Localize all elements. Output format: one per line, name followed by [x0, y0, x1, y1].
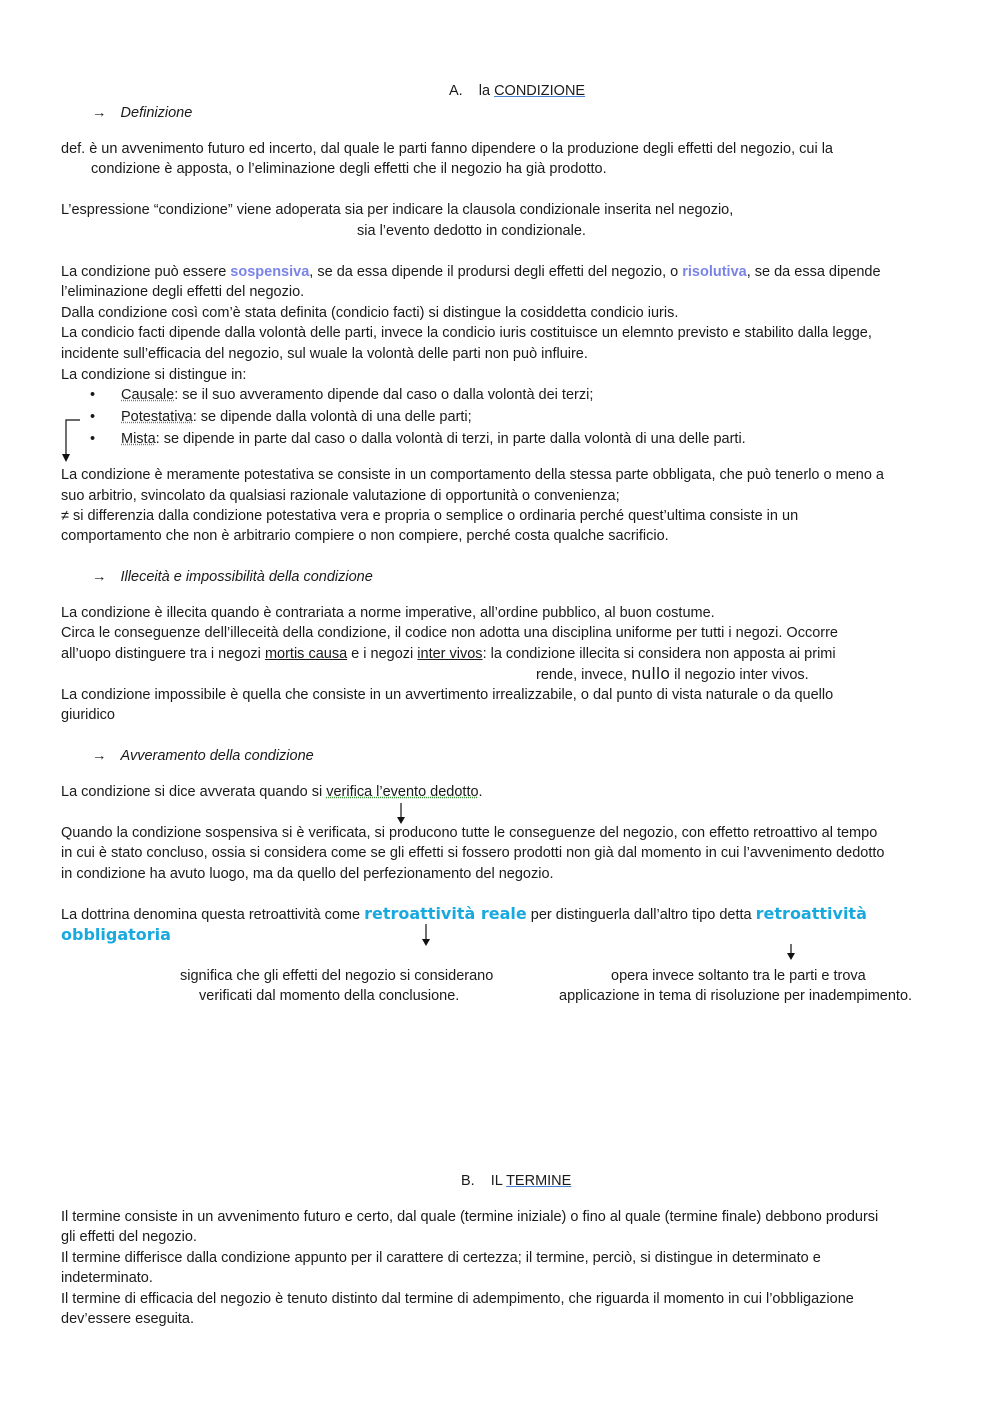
- elbow-arrow-icon: [58, 416, 88, 466]
- tipi-line-5: incidente sull’efficacia del negozio, sul wuale la volontà delle parti non può influire.: [61, 346, 588, 362]
- text: , se da essa dipende: [746, 264, 881, 280]
- keyword-risolutiva: risolutiva: [682, 264, 747, 280]
- section-a-letter: A.: [449, 83, 463, 99]
- tipi-line-6: La condizione si distingue in:: [61, 367, 247, 383]
- section-a-heading: [449, 81, 585, 101]
- text: rende, invece,: [536, 667, 632, 683]
- text: : la condizione illecita si considera non apposta ai primi: [482, 646, 836, 662]
- tipi-line-1: [61, 262, 881, 282]
- termine-line-2: gli effetti del negozio.: [61, 1229, 197, 1245]
- tipi-line-2: l’eliminazione degli effetti del negozio.: [61, 284, 305, 300]
- section-b-prefix: IL: [490, 1173, 503, 1189]
- text: il negozio inter vivos.: [670, 667, 809, 683]
- arrow-right-icon: →: [92, 105, 107, 121]
- bullet-icon: •: [90, 387, 96, 403]
- down-arrow-icon: [785, 944, 797, 964]
- meramente-line-4: comportamento che non è arbitrario compiere o non compiere, perché costa qualche sacrificio.: [61, 528, 669, 544]
- list-item-text: [121, 429, 746, 449]
- illecita-line-1: La condizione è illecita quando è contrariata a norme imperative, all’ordine pubblico, al buon costume.: [61, 605, 715, 621]
- subheading-definizione: [92, 103, 192, 123]
- text: La dottrina denomina questa retroattività come: [61, 907, 365, 923]
- down-arrow-icon: [420, 924, 432, 950]
- bullet-icon: •: [90, 431, 96, 447]
- reale-explanation-1: significa che gli effetti del negozio si considerano: [180, 968, 494, 984]
- keyword-sospensiva: sospensiva: [230, 264, 310, 280]
- termine-line-5: Il termine di efficacia del negozio è tenuto distinto dal termine di adempimento, che riguarda il momento in cui l’obbligazione: [61, 1291, 854, 1307]
- illecita-line-6: giuridico: [61, 707, 115, 723]
- sospensiva-line-1: Quando la condizione sospensiva si è verificata, si producono tutte le conseguenze del negozio, con effetto retroattivo al tempo: [61, 825, 878, 841]
- dottrina-line-1: [61, 904, 867, 925]
- obbligatoria-explanation-2: applicazione in tema di risoluzione per inadempimento.: [559, 988, 913, 1004]
- list-item-text: [121, 385, 593, 405]
- def-line-2: condizione è apposta, o l’eliminazione degli effetti che il negozio ha già prodotto.: [91, 161, 607, 177]
- list-item: [90, 385, 594, 405]
- text: La condizione può essere: [61, 264, 231, 280]
- illecita-line-4: [536, 664, 809, 685]
- bullet-term: Potestativa: [121, 409, 193, 425]
- section-a-prefix: la: [478, 83, 491, 99]
- term-evento-dedotto: verifica l’evento dedotto: [326, 784, 479, 800]
- termine-line-3: Il termine differisce dalla condizione appunto per il carattere di certezza; il termine, perciò, si distingue in determinato e: [61, 1250, 821, 1266]
- obbligatoria-explanation-1: opera invece soltanto tra le parti e trova: [611, 968, 866, 984]
- sospensiva-line-2: in cui è stato concluso, ossia si considera come se gli effetti si fossero prodotti non già dal momento in cui l’avvenimento dedotto: [61, 845, 885, 861]
- illecita-line-2: Circa le conseguenze dell’illeceità della condizione, il codice non adotta una disciplina uniforme per tutti i negozi. Occorre: [61, 625, 838, 641]
- bullet-icon: •: [90, 409, 96, 425]
- term-retroattivita-obbligatoria-2: obbligatoria: [61, 925, 171, 944]
- meramente-line-2: suo arbitrio, svincolato da qualsiasi razionale valutazione di opportunità o convenienza;: [61, 488, 620, 504]
- text: .: [478, 784, 483, 800]
- def-line-1: def. è un avvenimento futuro ed incerto, dal quale le parti fanno dipendere o la produzione degli effetti del negozio, cui la: [61, 141, 833, 157]
- subheading-label: Illeceità e impossibilità della condizione: [120, 569, 373, 585]
- text: , se da essa dipende il prodursi degli effetti del negozio, o: [309, 264, 683, 280]
- section-b-letter: B.: [461, 1173, 475, 1189]
- list-item: [90, 429, 746, 449]
- text: La condizione si dice avverata quando si: [61, 784, 327, 800]
- bullet-text: : se dipende in parte dal caso o dalla volontà di terzi, in parte dalla volontà di una delle parti.: [155, 431, 746, 447]
- bullet-term: Causale: [121, 387, 175, 403]
- term-retroattivita-reale: retroattività reale: [364, 904, 527, 923]
- tipi-line-4: La condicio facti dipende dalla volontà delle parti, invece la condicio iuris costituisce un elemnto previsto e stabilito dalla legge,: [61, 325, 872, 341]
- text: per distinguerla dall’altro tipo detta: [526, 907, 756, 923]
- subheading-label: Avveramento della condizione: [120, 748, 314, 764]
- section-b-heading: [461, 1171, 571, 1191]
- meramente-line-1: La condizione è meramente potestativa se consiste in un comportamento della stessa parte obbligata, che può tenerlo o meno a: [61, 467, 884, 483]
- term-nullo: nullo: [631, 664, 671, 683]
- illecita-line-3: [61, 644, 836, 664]
- section-b-title: TERMINE: [506, 1173, 572, 1189]
- illecita-line-5: La condizione impossibile è quella che consiste in un avvertimento irrealizzabile, o dal punto di vista naturale o da quello: [61, 687, 834, 703]
- arrow-right-icon: →: [92, 748, 107, 764]
- text: all’uopo distinguere tra i negozi: [61, 646, 265, 662]
- subheading-illeceita: [92, 567, 373, 587]
- list-item-text: [121, 407, 472, 427]
- espressione-line-2: sia l’evento dedotto in condizionale.: [357, 223, 586, 239]
- term-mortis-causa: mortis causa: [264, 646, 348, 662]
- term-retroattivita-obbligatoria-1: retroattività: [755, 904, 867, 923]
- bullet-text: : se il suo avveramento dipende dal caso o dalla volontà dei terzi;: [174, 387, 594, 403]
- section-a-title: CONDIZIONE: [494, 83, 586, 99]
- reale-explanation-2: verificati dal momento della conclusione.: [199, 988, 460, 1004]
- espressione-line-1: L’espressione “condizione” viene adoperata sia per indicare la clausola condizionale inserita nel negozio,: [61, 202, 734, 218]
- term-inter-vivos: inter vivos: [417, 646, 483, 662]
- subheading-avveramento: [92, 746, 314, 766]
- termine-line-4: indeterminato.: [61, 1270, 153, 1286]
- tipi-line-3: Dalla condizione così com’è stata definita (condicio facti) si distingue la cosiddetta condicio iuris.: [61, 305, 679, 321]
- text: e i negozi: [347, 646, 418, 662]
- bullet-term: Mista: [121, 431, 156, 447]
- termine-line-6: dev’essere eseguita.: [61, 1311, 194, 1327]
- bullet-text: : se dipende dalla volontà di una delle parti;: [192, 409, 472, 425]
- subheading-label: Definizione: [120, 105, 193, 121]
- avverata-line: [61, 782, 483, 802]
- sospensiva-line-3: in condizione ha avuto luogo, ma da quello del perfezionamento del negozio.: [61, 866, 554, 882]
- list-item: [90, 407, 472, 427]
- meramente-line-3: ≠ si differenzia dalla condizione potestativa vera e propria o semplice o ordinaria perché quest’ultima consiste in un: [61, 508, 799, 524]
- termine-line-1: Il termine consiste in un avvenimento futuro e certo, dal quale (termine iniziale) o fino al quale (termine finale) debbono prodursi: [61, 1209, 879, 1225]
- arrow-right-icon: →: [92, 569, 107, 585]
